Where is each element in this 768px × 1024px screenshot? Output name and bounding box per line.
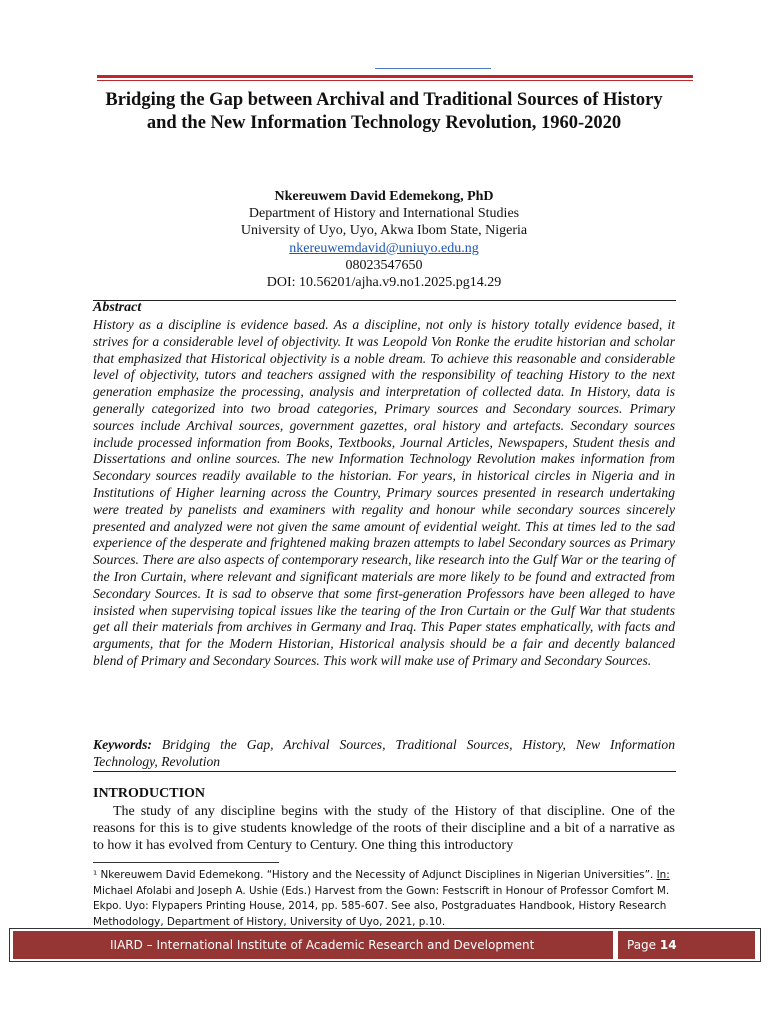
header-red-rule-thin	[97, 80, 693, 81]
author-university: University of Uyo, Uyo, Akwa Ibom State, Nigeria	[240, 223, 528, 239]
header-red-rule-thick	[97, 75, 693, 78]
author-phone: 08023547650	[345, 257, 423, 273]
doi: DOI: 10.56201/ajha.v9.no1.2025.pg14.29	[266, 275, 502, 291]
abstract-heading: Abstract	[93, 300, 142, 315]
author-name: Nkereuwem David Edemekong, PhD	[274, 189, 494, 204]
footnote-text-before: ¹ Nkereuwem David Edemekong. “History and the Necessity of Adjunct Disciplines in Nigerian Universities”.	[93, 869, 657, 881]
page-number: 14	[659, 938, 677, 952]
keywords-text: Bridging the Gap, Archival Sources, Traditional Sources, History, New Information Technology, Revolution	[93, 737, 675, 769]
author-block	[96, 188, 672, 291]
footnote	[93, 868, 675, 928]
footer-page-number	[627, 931, 677, 959]
top-blue-rule	[375, 68, 491, 69]
keywords-label: Keywords:	[93, 737, 152, 752]
page-label: Page	[627, 938, 657, 952]
footer-journal-name: IIARD – International Institute of Academic Research and Development	[110, 938, 535, 952]
abstract-top-rule	[93, 300, 676, 301]
keywords	[93, 736, 675, 770]
abstract-body: History as a discipline is evidence based. As a discipline, not only is history totally evidence based, it strives for a considerable level of objectivity. It was Leopold Von Ronke the erudite historian and scholar that emphasized that Historical objectivity is a noble dream. To achieve this reasonable and considerable level of objectivity, tutors and teachers assigned with the responsibility of teaching History to the next generation emphasize the processing, analysis and interpretation of collected data. In History, data is generally categorized into two broad categories, Primary sources and Secondary sources. Primary sources include Archival sources, government gazettes, oral history and artefacts. Secondary sources include processed information from Books, Textbooks, Journal Articles, Newspapers, Student thesis and Dissertations and online sources. The new Information Technology Revolution makes information from Secondary sources readily available to the historian. For years, in historical circles in Nigeria and in Institutions of Higher learning across the Country, Primary sources presented in research undertaking were treated by panelists and examiners with regality and honour while secondary sources sincerely presented and analyzed were not given the same amount of evidential weight. This at times led to the sad experience of the desperate and frightened making brazen attempts to label Secondary sources as Primary Sources. There are also aspects of contemporary research, like research into the Gulf War or the tearing of the Iron Curtain, where relevant and significant materials are more likely to be found and extracted from Secondary Sources. It is sad to observe that some first-generation Professors have been alleged to have insisted when supervising topical issues like the tearing of the Iron Curtain or the Gulf War that students get all their materials from archives in Germany and Iraq. This Paper states emphatically, with facts and arguments, that for the Modern Historian, Historical analysis should be a fair and decently balanced blend of Primary and Secondary Sources. This work will make use of Primary and Secondary Sources.	[93, 317, 675, 668]
introduction-heading: INTRODUCTION	[93, 786, 206, 801]
footnote-in-label: In:	[656, 869, 670, 881]
footnote-separator	[93, 862, 279, 863]
author-email-link[interactable]: nkereuwemdavid@uniuyo.edu.ng	[289, 240, 479, 256]
footnote-text-after: Michael Afolabi and Joseph A. Ushie (Eds.) Harvest from the Gown: Festscrift in Honour of Professor Comfort M. Ekpo. Uyo: Flypapers Printing House, 2014, pp. 585-607. See also, Postgraduates Handbook, History Research Methodology, Department of History, University of Uyo, 2021, p.10.	[93, 884, 670, 928]
keywords-bottom-rule	[93, 771, 676, 772]
author-department: Department of History and International Studies	[248, 206, 520, 222]
paper-title: Bridging the Gap between Archival and Traditional Sources of History and the New Information Technology Revolution, 1960-2020	[105, 90, 663, 133]
introduction-body: The study of any discipline begins with the study of the History of that discipline. One of the reasons for this is to give students knowledge of the roots of their discipline and a bit of a narrative as to how it has evolved from Century to Century. One thing this introductory	[93, 804, 675, 853]
